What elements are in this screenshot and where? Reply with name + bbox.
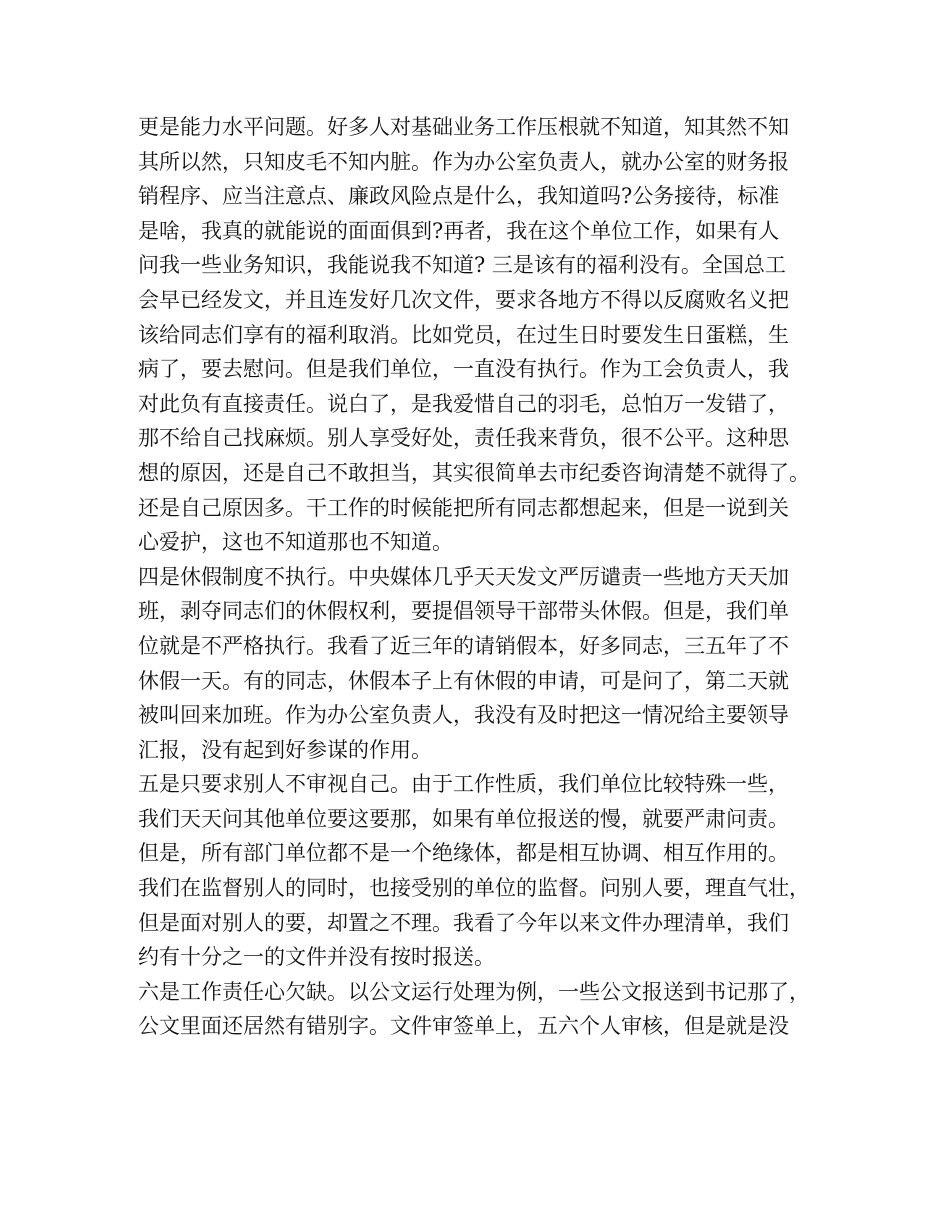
text-line: 约有十分之一的文件并没有按时报送。	[138, 945, 495, 970]
body-text	[138, 110, 838, 1044]
text-line: 想的原因，还是自己不敢担当，其实很简单去市纪委咨询清楚不就得了。	[138, 460, 810, 485]
text-line: 被叫回来加班。作为办公室负责人，我没有及时把这一情况给主要领导	[138, 703, 789, 728]
text-line: 是啥，我真的就能说的面面俱到?再者，我在这个单位工作，如果有人	[138, 218, 780, 243]
text-line: 六是工作责任心欠缺。以公文运行处理为例，一些公文报送到书记那了，	[138, 979, 810, 1004]
text-line: 我们在监督别人的同时，也接受别的单位的监督。问别人要，理直气壮，	[138, 876, 810, 901]
text-line: 汇报，没有起到好参谋的作用。	[138, 737, 432, 762]
text-line: 班，剥夺同志们的休假权利，要提倡领导干部带头休假。但是，我们单	[138, 599, 789, 624]
text-line: 我们天天问其他单位要这要那，如果有单位报送的慢，就要严肃问责。	[138, 806, 789, 831]
text-line: 位就是不严格执行。我看了近三年的请销假本，好多同志，三五年了不	[138, 633, 789, 658]
text-line: 更是能力水平问题。好多人对基础业务工作压根就不知道，知其然不知	[138, 115, 789, 139]
text-line: 公文里面还居然有错别字。文件审签单上，五六个人审核，但是就是没	[138, 1014, 789, 1039]
text-line: 病了，要去慰问。但是我们单位，一直没有执行。作为工会负责人，我	[138, 357, 789, 382]
text-line: 还是自己原因多。干工作的时候能把所有同志都想起来，但是一说到关	[138, 495, 789, 520]
text-line: 但是面对别人的要，却置之不理。我看了今年以来文件办理清单，我们	[138, 910, 789, 935]
text-line: 五是只要求别人不审视自己。由于工作性质，我们单位比较特殊一些，	[138, 772, 789, 797]
text-line: 问我一些业务知识，我能说我不知道? 三是该有的福利没有。全国总工	[138, 253, 786, 278]
text-line: 但是，所有部门单位都不是一个绝缘体，都是相互协调、相互作用的。	[138, 841, 789, 866]
text-line: 四是休假制度不执行。中央媒体几乎天天发文严厉谴责一些地方天天加	[138, 564, 789, 589]
text-line: 该给同志们享有的福利取消。比如党员，在过生日时要发生日蛋糕，生	[138, 322, 789, 347]
text-line: 休假一天。有的同志，休假本子上有休假的申请，可是问了，第二天就	[138, 668, 789, 693]
text-line: 会早已经发文，并且连发好几次文件，要求各地方不得以反腐败名义把	[138, 287, 789, 312]
text-line: 那不给自己找麻烦。别人享受好处，责任我来背负，很不公平。这种思	[138, 426, 789, 451]
text-line: 心爱护，这也不知道那也不知道。	[138, 530, 453, 555]
text-line: 销程序、应当注意点、廉政风险点是什么，我知道吗?公务接待，标准	[138, 184, 780, 209]
text-line: 对此负有直接责任。说白了，是我爱惜自己的羽毛，总怕万一发错了，	[138, 391, 789, 416]
text-line: 其所以然，只知皮毛不知内脏。作为办公室负责人，就办公室的财务报	[138, 149, 789, 174]
